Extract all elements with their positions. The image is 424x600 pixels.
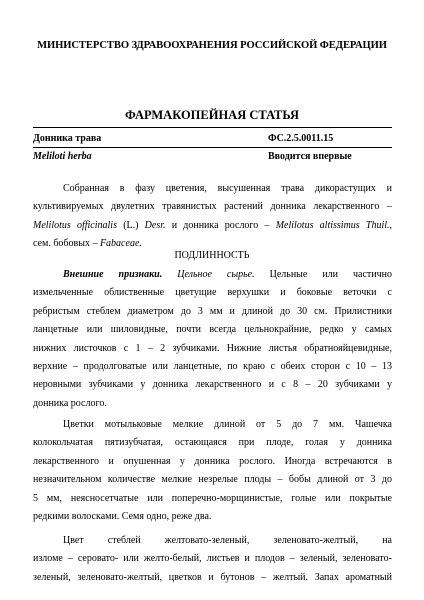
text-line: зеленый, зеленовато-желтый, цветков и бутонов – желтый. Запах ароматный (33, 571, 392, 583)
intro-paragraph (33, 180, 392, 254)
ministry-header: МИНИСТЕРСТВО ЗДРАВООХРАНЕНИЯ РОССИЙСКОЙ ФЕДЕРАЦИИ (37, 40, 387, 51)
color-paragraph (33, 532, 392, 587)
text-line: неровными зубчиками у донника лекарственного и с 8 – 20 зубчиками у (33, 379, 392, 391)
rule-middle (33, 147, 392, 148)
text-line: донника рослого. (33, 397, 107, 409)
text-line: 5 мм, неясносетчатые или поперечно-морщинистые, голые или покрытые (33, 492, 392, 504)
section-heading: ПОДЛИННОСТЬ (174, 250, 250, 261)
species-name: Melilotus officinalis (33, 219, 117, 231)
rule-top (33, 127, 392, 128)
text-line: верхние – продолговатые или ланцетные, по краю с обеих сторон с 10 – 13 (33, 360, 392, 372)
text-line: Melilotus officinalis (L.) Desr. и донника рослого – Melilotus altissimus Thuil., (33, 219, 393, 231)
herb-name-lat: Meliloti herba (33, 151, 92, 162)
text-line: Внешние признаки. Цельное сырье. Цельные или частично (63, 269, 392, 280)
subsection-sublabel: Цельное сырье. (177, 269, 255, 280)
text-line: ланцетные или шиловидные, почти всегда цельнокрайние, редко у самых (33, 324, 392, 336)
article-title: ФАРМАКОПЕЙНАЯ СТАТЬЯ (125, 108, 299, 122)
text-line: редкими волосками. Семя одно, реже два. (33, 510, 212, 522)
text-line: сем. бобовых – Fabaceae. (33, 238, 142, 250)
text-line: лекарственного и опушенная у донника рослого. Иногда встречаются в (33, 455, 392, 467)
herb-name-ru: Донника трава (33, 133, 102, 144)
text-line: измельченные облиственные цветущие верхушки и боковые веточки с (33, 287, 392, 299)
article-code: ФС.2.5.0011.15 (268, 133, 334, 144)
text-line: изломе – серовато- или желто-белый, листьев и плодов – зеленый, зеленовато- (33, 553, 392, 565)
species-name: Melilotus altissimus (275, 219, 360, 231)
text-line: Собранная в фазу цветения, высушенная трава дикорастущих и (63, 183, 392, 194)
text-line: культивируемых двулетних травянистых растений донника лекарственного – (33, 201, 392, 213)
text-line: колокольчатая пятизубчатая, остающаяся при плоде, голая у донника (33, 437, 392, 449)
external-features-paragraph (33, 266, 392, 413)
text-line: незначительном количестве мелкие незрелые плоды – бобы длиной от 3 до (33, 474, 392, 486)
text-line: ребристым стеблем диаметром до 3 мм и длиной до 30 см. Прилистники (33, 305, 392, 317)
text-line: Цвет стеблей желтовато-зеленый, зеленовато-желтый, на (63, 535, 392, 546)
text-line: нижних листочков с 1 – 2 зубчиками. Нижние листья обратнояйцевидные, (33, 342, 392, 354)
subsection-label: Внешние признаки. (63, 269, 163, 280)
family-name: Fabaceae. (99, 238, 142, 250)
text-line: Цветки мотыльковые мелкие длиной от 5 до 7 мм. Чашечка (63, 419, 392, 430)
status-note: Вводится впервые (268, 151, 352, 162)
flowers-paragraph (33, 416, 392, 526)
